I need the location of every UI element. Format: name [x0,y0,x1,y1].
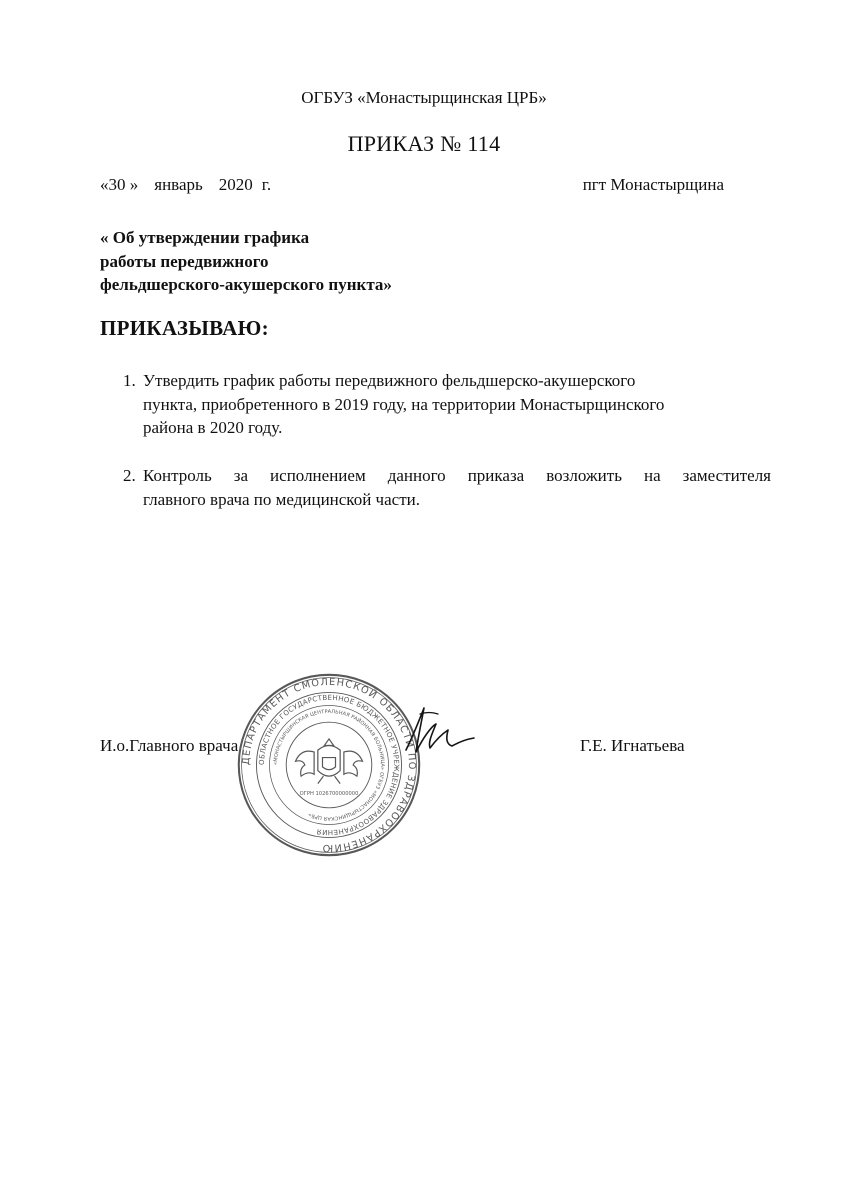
order-place: пгт Монастырщина [582,175,724,194]
date-year-suffix: г. [261,175,272,194]
date-day: «30 » [100,175,139,194]
order-item [123,464,771,511]
subject-line: фельдшерского-акушерского пункта» [100,275,392,294]
stamp-middle-text: ОБЛАСТНОЕ ГОСУДАРСТВЕННОЕ БЮДЖЕТНОЕ УЧРЕЖДЕНИЕ ЗДРАВООХРАНЕНИЯ [256,692,402,838]
svg-text:«МОНАСТЫРЩИНСКАЯ ЦЕНТРАЛЬНАЯ Р [273,709,385,821]
item-number: 1. [123,371,136,390]
order-item [123,369,771,440]
signatory-position: И.о.Главного врача [100,736,239,755]
date-year: 2020 [218,175,253,194]
item-text-line: района в 2020 году. [143,418,283,437]
organization-name: ОГБУЗ «Монастырщинская ЦРБ» [301,88,547,107]
stamp-inner-text: «МОНАСТЫРЩИНСКАЯ ЦЕНТРАЛЬНАЯ РАЙОННАЯ БОЛЬНИЦА» ОГБУЗ «МОНАСТЫРЩИНСКАЯ ЦРБ» [272,708,386,822]
item-text-line: главного врача по медицинской части. [143,489,420,509]
signatory-name: Г.Е. Игнатьева [580,736,685,755]
date-month: январь [154,175,203,194]
item-text-line: пункта, приобретенного в 2019 году, на территории Монастырщинского [143,394,665,414]
coat-of-arms-icon [296,739,363,784]
official-stamp [236,672,422,858]
handwritten-signature [400,700,476,758]
item-text-line: Утвердить график работы передвижного фельдшерско-акушерского [143,371,636,390]
order-title: ПРИКАЗ № 114 [347,131,501,156]
item-number: 2. [123,466,136,485]
order-date [100,176,271,193]
item-text-line: Контроль за исполнением данного приказа возложить на заместителя [143,466,771,485]
order-heading: ПРИКАЗЫВАЮ: [100,316,269,340]
subject-line: « Об утверждении графика [100,228,310,247]
subject-line: работы передвижного [100,252,269,271]
stamp-center-text: ОГРН 1026700000000 [299,790,359,797]
stamp-outer-text: ДЕПАРТАМЕНТ СМОЛЕНСКОЙ ОБЛАСТИ ПО ЗДРАВООХРАНЕНИЮ [240,676,418,854]
